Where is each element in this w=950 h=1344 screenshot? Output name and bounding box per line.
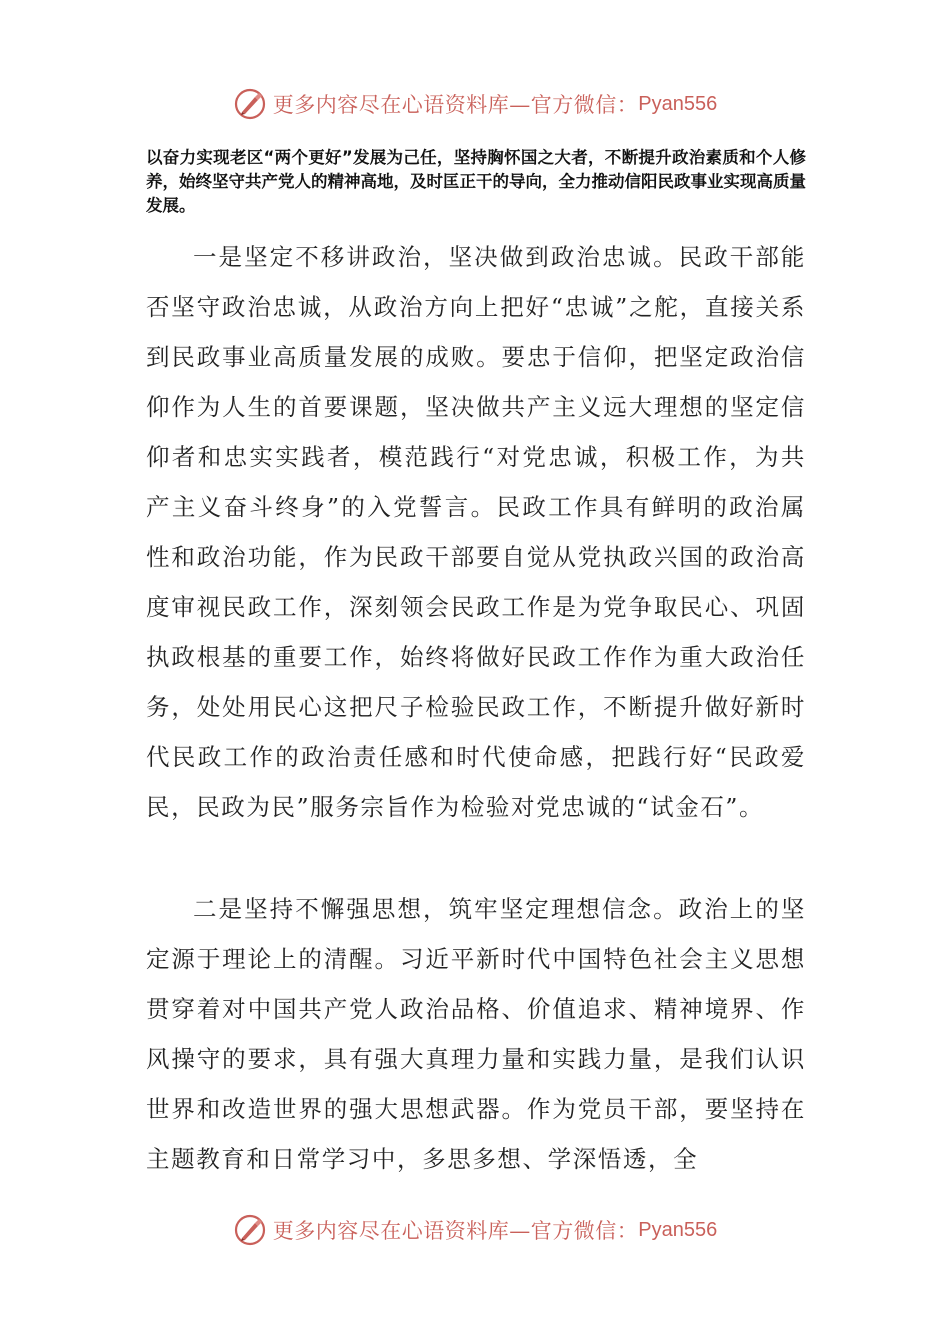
banner-text: 更多内容尽在心语资料库—官方微信： — [272, 93, 639, 117]
pen-logo-icon — [233, 1213, 267, 1247]
intro-paragraph: 以奋力实现老区“两个更好”发展为己任，坚持胸怀国之大者，不断提升政治素质和个人修养，始终坚守共产党人的精神高地，及时匡正干的导向，全力推动信阳民政事业实现高质量发展。 — [146, 148, 806, 215]
paragraph-2: 二是坚持不懈强思想，筑牢坚定理想信念。政治上的坚定源于理论上的清醒。习近平新时代中国特色社会主义思想贯穿着对中国共产党人政治品格、价值追求、精神境界、作风操守的要求，具有强大真理力量和实践力量，是我们认识世界和改造世界的强大思想武器。作为党员干部，要坚持在主题教育和日常学习中，多思多想、学深悟透，全 — [146, 895, 806, 1173]
banner-wechat-id: Pyan556 — [638, 1218, 718, 1241]
paragraph-1: 一是坚定不移讲政治，坚决做到政治忠诚。民政干部能否坚守政治忠诚，从政治方向上把好“忠诚”之舵，直接关系到民政事业高质量发展的成败。要忠于信仰，把坚定政治信仰作为人生的首要课题，坚决做共产主义远大理想的坚定信仰者和忠实实践者，模范践行“对党忠诚，积极工作，为共产主义奋斗终身”的入党誓言。民政工作具有鲜明的政治属性和政治功能，作为民政干部要自觉从党执政兴国的政治高度审视民政工作，深刻领会民政工作是为党争取民心、巩固执政根基的重要工作，始终将做好民政工作作为重大政治任务，处处用民心这把尺子检验民政工作，不断提升做好新时代民政工作的政治责任感和时代使命感，把践行好“民政爱民，民政为民”服务宗旨作为检验对党忠诚的“试金石”。 — [146, 243, 806, 821]
banner-wechat-id: Pyan556 — [638, 92, 718, 115]
banner-text: 更多内容尽在心语资料库—官方微信： — [272, 1219, 639, 1243]
footer-banner — [0, 1210, 950, 1250]
header-banner — [0, 84, 950, 124]
pen-logo-icon — [233, 87, 267, 121]
